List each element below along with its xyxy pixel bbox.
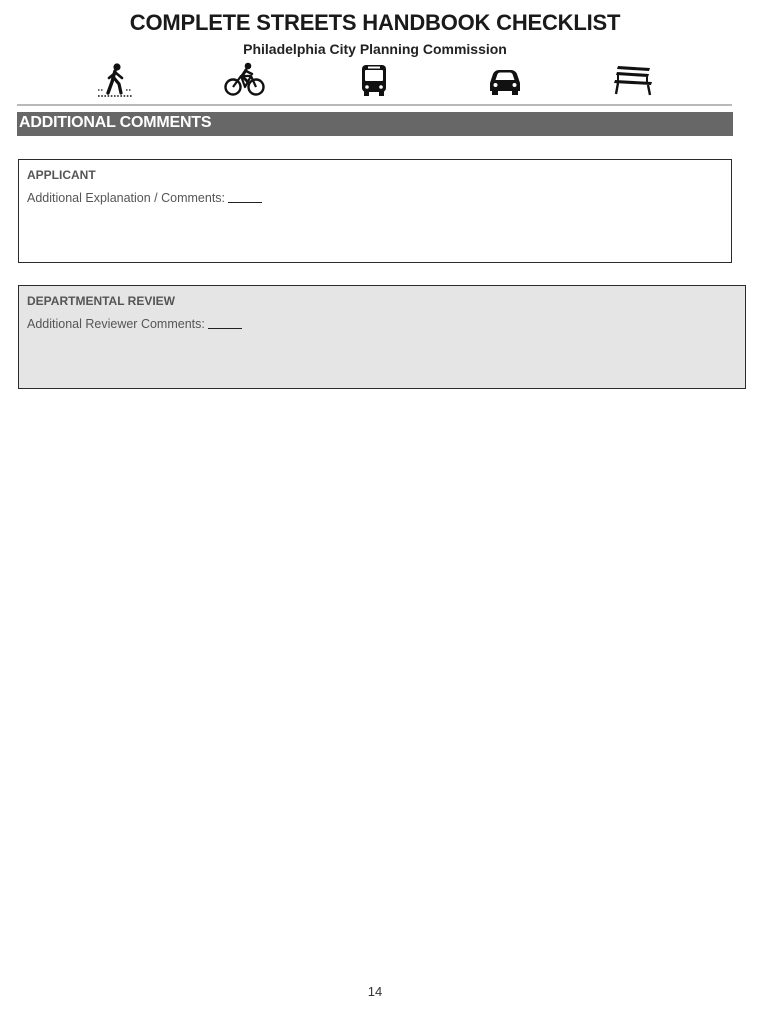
- review-comment-label: Additional Reviewer Comments:: [27, 317, 205, 331]
- applicant-comment-box: [18, 159, 732, 263]
- review-comment-line: [27, 317, 242, 331]
- applicant-comment-label: Additional Explanation / Comments:: [27, 191, 226, 205]
- bus-icon: [360, 62, 388, 98]
- document-title: COMPLETE STREETS HANDBOOK CHECKLIST: [129, 10, 621, 35]
- document-subtitle: Philadelphia City Planning Commission: [243, 41, 507, 57]
- applicant-comment-line: [27, 191, 262, 205]
- review-comment-field[interactable]: [208, 317, 242, 329]
- car-icon: [487, 62, 523, 98]
- applicant-heading: APPLICANT: [27, 168, 96, 182]
- pedestrian-icon: [96, 62, 134, 98]
- bicycle-icon: [224, 62, 266, 98]
- review-heading: DEPARTMENTAL REVIEW: [27, 294, 176, 308]
- applicant-comment-field[interactable]: [228, 191, 262, 203]
- bench-icon: [612, 62, 654, 98]
- mode-icons-row: [0, 62, 777, 100]
- page-number: 14: [367, 984, 383, 999]
- departmental-review-box: [18, 285, 746, 389]
- section-title: ADDITIONAL COMMENTS: [19, 114, 212, 131]
- section-header: [17, 112, 733, 136]
- header-divider: [17, 104, 732, 106]
